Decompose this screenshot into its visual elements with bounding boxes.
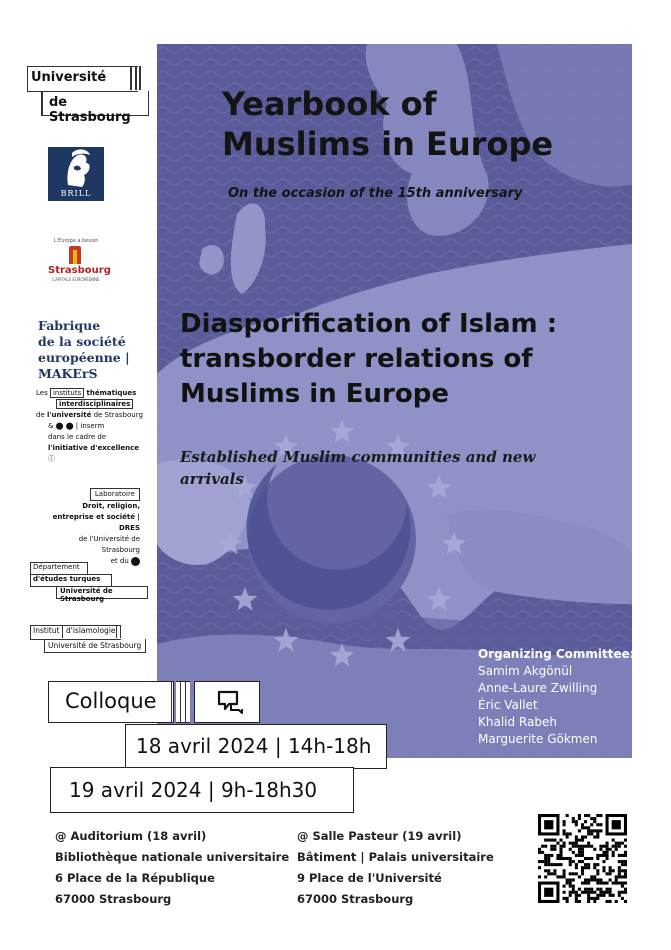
brill-logo — [48, 147, 104, 201]
chat-icon-box — [194, 681, 260, 723]
dres-logo: Laboratoire Droit, religion, entreprise et société | DRES de l'Université de Strasbourg et du — [52, 490, 140, 565]
address-day1: @ Auditorium (18 avril) Bibliothèque nationale universitaire 6 Place de la République 67000 Strasbourg — [55, 829, 290, 906]
fabrique-logo: Fabrique de la société européenne | MAKErS — [38, 318, 130, 381]
brill-label: BRILL — [60, 189, 92, 198]
strasbourg-sub: CAPITALE EUROPÉENNE — [52, 277, 100, 282]
strasbourg-logo — [48, 238, 111, 284]
qr-code-icon[interactable] — [538, 814, 627, 903]
helmet-icon — [48, 147, 104, 191]
date-day2: 19 avril 2024 | 9h-18h30 — [50, 767, 354, 813]
islamologie-logo: Institut d'islamologie Université de Strasbourg — [30, 625, 150, 657]
strasbourg-name: Strasbourg — [48, 265, 111, 276]
committee-member: Khalid Rabeh — [478, 715, 557, 729]
committee-title: Organizing Committee: — [478, 647, 635, 661]
colloque-box — [48, 681, 174, 723]
committee-member: Marguerite Gökmen — [478, 732, 598, 746]
address-day2: @ Salle Pasteur (19 avril) Bâtiment | Palais universitaire 9 Place de l'Université 67000 Strasbourg — [297, 829, 494, 906]
unistra-line2: de Strasbourg — [49, 95, 131, 125]
organizing-committee — [478, 646, 635, 748]
occasion-text: On the occasion of the 15th anniversary — [228, 186, 523, 201]
committee-member: Samim Akgönül — [478, 664, 573, 678]
event-subtitle: Diasporification of Islam : transborder relations of Muslims in Europe — [180, 309, 558, 409]
unistra-line1: Université — [31, 70, 107, 85]
committee-member: Anne-Laure Zwilling — [478, 681, 598, 695]
event-type: Colloque — [65, 689, 157, 713]
unistra-logo — [27, 66, 147, 125]
instituts-block: Les instituts thématiques interdisciplinaires de l'université de Strasbourg & ⬤ ⬤ | inserm dans le cadre de l'initiative d'excellence ⓘ — [36, 389, 143, 463]
strasbourg-tagline: L'Europe a besoin — [54, 238, 99, 244]
event-title: Yearbook of Muslims in Europe — [222, 85, 554, 163]
etudes-turques-logo: Département d'études turques Université de Strasbourg — [30, 562, 150, 602]
chat-bubble-icon — [195, 682, 259, 722]
date-day1: 18 avril 2024 | 14h-18h — [125, 724, 387, 769]
committee-member: Éric Vallet — [478, 698, 538, 712]
established-text: Established Muslim communities and new arrivals — [180, 448, 536, 488]
